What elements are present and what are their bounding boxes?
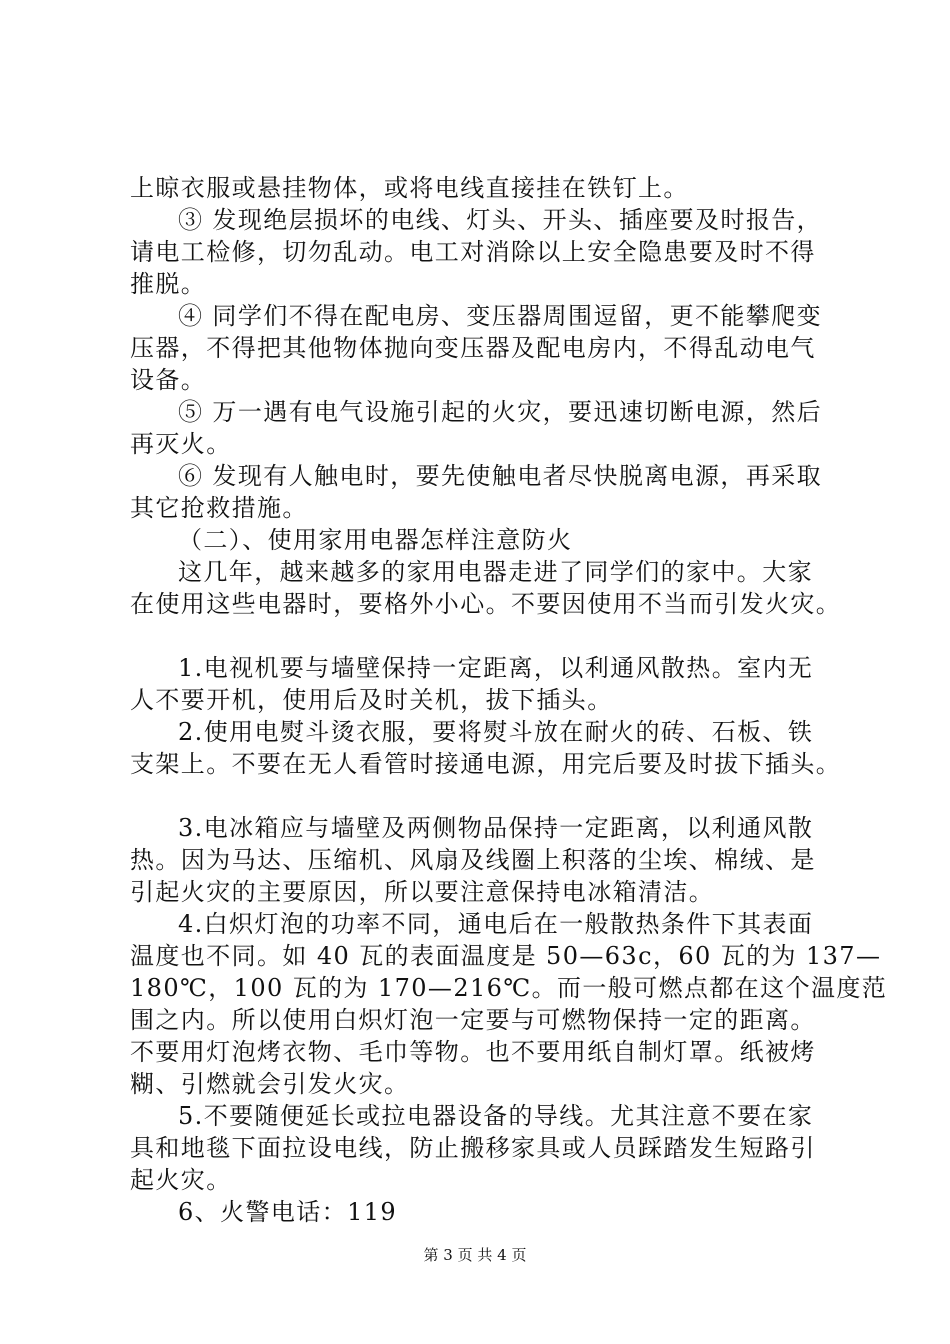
- text-line: ⑥ 发现有人触电时，要先使触电者尽快脱离电源，再采取: [178, 462, 823, 490]
- text-line: ④ 同学们不得在配电房、变压器周围逗留，更不能攀爬变: [178, 302, 823, 330]
- text-line: 在使用这些电器时，要格外小心。不要因使用不当而引发火灾。: [130, 590, 842, 618]
- text-line: 起火灾。: [130, 1166, 232, 1194]
- text-line: 热。因为马达、压缩机、风扇及线圈上积落的尘埃、棉绒、是: [130, 846, 816, 874]
- text-line: （二）、使用家用电器怎样注意防火: [178, 526, 573, 554]
- text-line: 压器，不得把其他物体抛向变压器及配电房内，不得乱动电气: [130, 334, 816, 362]
- text-line: 请电工检修，切勿乱动。电工对消除以上安全隐患要及时不得: [130, 238, 816, 266]
- text-line: 不要用灯泡烤衣物、毛巾等物。也不要用纸自制灯罩。纸被烤: [130, 1038, 816, 1066]
- text-line: ⑤ 万一遇有电气设施引起的火灾，要迅速切断电源，然后: [178, 398, 823, 426]
- text-line: 上晾衣服或悬挂物体，或将电线直接挂在铁钉上。: [130, 174, 689, 202]
- text-line: 5.不要随便延长或拉电器设备的导线。尤其注意不要在家: [178, 1102, 814, 1130]
- text-line: 1.电视机要与墙壁保持一定距离，以利通风散热。室内无: [178, 654, 814, 682]
- text-line: 180℃，100 瓦的为 170—216℃。而一般可燃点都在这个温度范: [130, 974, 888, 1002]
- blank-line: [130, 620, 840, 652]
- text-line: 温度也不同。如 40 瓦的表面温度是 50—63c，60 瓦的为 137—: [130, 942, 882, 970]
- text-line: 推脱。: [130, 270, 207, 298]
- text-line: 设备。: [130, 366, 207, 394]
- text-line: 6、火警电话：119: [178, 1198, 398, 1226]
- text-line: ③ 发现绝层损坏的电线、灯头、开头、插座要及时报告，: [178, 206, 823, 234]
- page-footer: 第 3 页 共 4 页: [423, 1246, 527, 1264]
- text-line: 3.电冰箱应与墙壁及两侧物品保持一定距离，以利通风散: [178, 814, 814, 842]
- document-body: [130, 172, 888, 1228]
- text-line: 围之内。所以使用白炽灯泡一定要与可燃物保持一定的距离。: [130, 1006, 816, 1034]
- text-line: 4.白炽灯泡的功率不同，通电后在一般散热条件下其表面: [178, 910, 814, 938]
- text-line: 人不要开机，使用后及时关机，拔下插头。: [130, 686, 613, 714]
- text-line: 支架上。不要在无人看管时接通电源，用完后要及时拔下插头。: [130, 750, 842, 778]
- text-line: 其它抢救措施。: [130, 494, 308, 522]
- text-line: 再灭火。: [130, 430, 232, 458]
- text-line: 2.使用电熨斗烫衣服，要将熨斗放在耐火的砖、石板、铁: [178, 718, 814, 746]
- text-line: 这几年，越来越多的家用电器走进了同学们的家中。大家: [178, 558, 813, 586]
- text-line: 具和地毯下面拉设电线，防止搬移家具或人员踩踏发生短路引: [130, 1134, 816, 1162]
- text-line: 糊、引燃就会引发火灾。: [130, 1070, 410, 1098]
- blank-line: [130, 780, 840, 812]
- text-line: 引起火灾的主要原因，所以要注意保持电冰箱清洁。: [130, 878, 715, 906]
